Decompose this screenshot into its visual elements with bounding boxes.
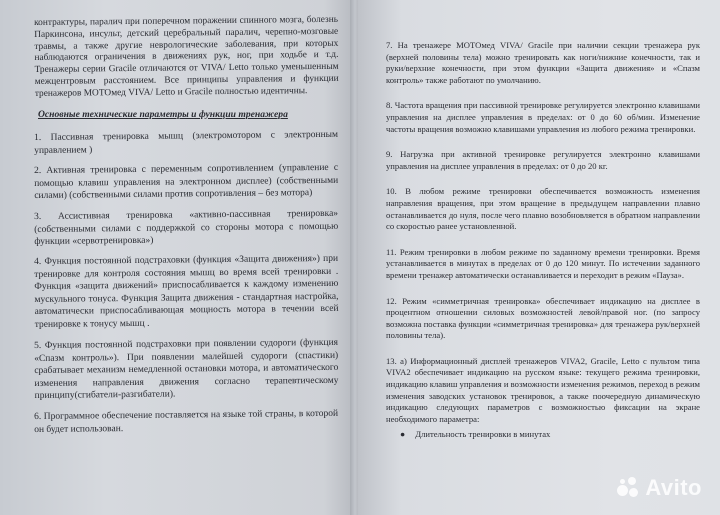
intro-paragraph: контрактуры, паралич при поперечном поражении спинного мозга, болезнь Паркинсона, инсульт, детский церебральный паралич, черепно-мозговые травмы, а также другие неврологические заболевания, при которых наблюдаются ограничения в движениях рук, ног, при ходьбе и т.д. Тренажеры серии Gracile отличаются от VIVA/ Letto только уменьшенным межцентровым расстоянием. Все принципы управления и функции тренажеров МОТОмед VIVA/ Letto и Gracile полностью идентичны. (34, 14, 339, 99)
param-item-6: 6. Программное обеспечение поставляется на языке той страны, в которой он будет использован. (34, 408, 339, 435)
param-item-4: 4. Функция постоянной подстраховки (функция «Защита движения») при тренировке для контроля состояния мышц во время всей тренировки . Функция «защита движений» приспосабливается к каждому изменению мускульного тонуса. Функция Защита движения - стандартная настройка, автоматически приспосабливающая мощность мотора в течении всей тренировке к тонусу мышц . (34, 254, 339, 331)
bullet-item (386, 429, 700, 439)
param-item-8: 8. Частота вращения при пассивной тренировке регулируется электронно клавишами управления на дисплее управления в пределах: от 0 до 60 об/мин. Изменение частоты вращения возможно клавишами управления из любого режима тренировки. (386, 100, 700, 134)
param-item-2: 2. Активная тренировка с переменным сопротивлением (управление с помощью клавиш управления на электронном дисплее) (собственными силами) (собственными силами против сопротивления – без мотора) (34, 162, 339, 201)
avito-logo-icon (617, 477, 639, 499)
watermark-text: Avito (645, 475, 702, 500)
param-item-7: 7. На тренажере МОТОмед VIVA/ Gracile при наличии секции тренажера рук (верхней половины тела) можно тренировать как ноги/нижние конечности, так и руки/верхние конечности, при этом функции «Защита движения» и «Спазм контроль» также работают по умолчанию. (386, 40, 700, 85)
param-item-3: 3. Ассистивная тренировка «активно-пассивная тренировка» (собственными силами с поддержкой со стороны мотора с помощью функции «сервотренировка») (34, 208, 339, 247)
bullet-text: Длительность тренировки в минутах (415, 429, 551, 440)
param-item-13: 13. а) Информационный дисплей тренажеров VIVA2, Gracile, Letto с пультом типа VIVA2 обеспечивает индикацию на русском языке: текущего режима тренировки, индикацию клавиш управления и возможности изменения режимов, переход в режим изменения заводских установок тренировок, а также поочередную динамическую индикацию следующих параметров с возможностью фиксации на экране необходимого параметра: (386, 355, 700, 424)
left-page (0, 0, 352, 515)
param-item-9: 9. Нагрузка при активной тренировке регулируется электронно клавишами управления на дисплее управления в пределах: от 0 до 20 кг. (386, 149, 700, 171)
param-item-10: 10. В любом режиме тренировки обеспечивается возможность изменения направления вращения, при этом вращение в предыдущем направлении плавно останавливается до нуля, после чего плавно возобновляется в обратном направлении со скоростью ранее установленной. (386, 186, 700, 232)
param-item-1: 1. Пассивная тренировка мышц (электромотором с электронным управлением ) (34, 129, 339, 156)
bullet-dot-icon: ● (400, 429, 406, 440)
param-item-5: 5. Функция постоянной подстраховки при появлении судороги (функция «Спазм контроль»). При появлении малейшей судороги (спастики) срабатывает механизм немедленной остановки мотора, и автоматического изменения направления движения согласно терапевтическому принципу(сгибатели-разгибатели). (34, 337, 339, 402)
section-heading: Основные технические параметры и функции тренажера (38, 108, 288, 120)
param-item-12: 12. Режим «симметричная тренировка» обеспечивает индикацию на дисплее в процентном отношении силовых возможностей левой/правой ног. (по запросу возможна поставка функции «симметричная тренировка» для тренажера рук/верхней половины тела). (386, 295, 700, 341)
param-item-11: 11. Режим тренировки в любом режиме по заданному времени тренировки. Время устанавливается в минутах в пределах от 0 до 120 минут. По истечении заданного времени тренажер автоматически останавливается и переходит в режим «Пауза». (386, 246, 700, 280)
avito-watermark (617, 475, 702, 501)
right-page (358, 0, 720, 515)
